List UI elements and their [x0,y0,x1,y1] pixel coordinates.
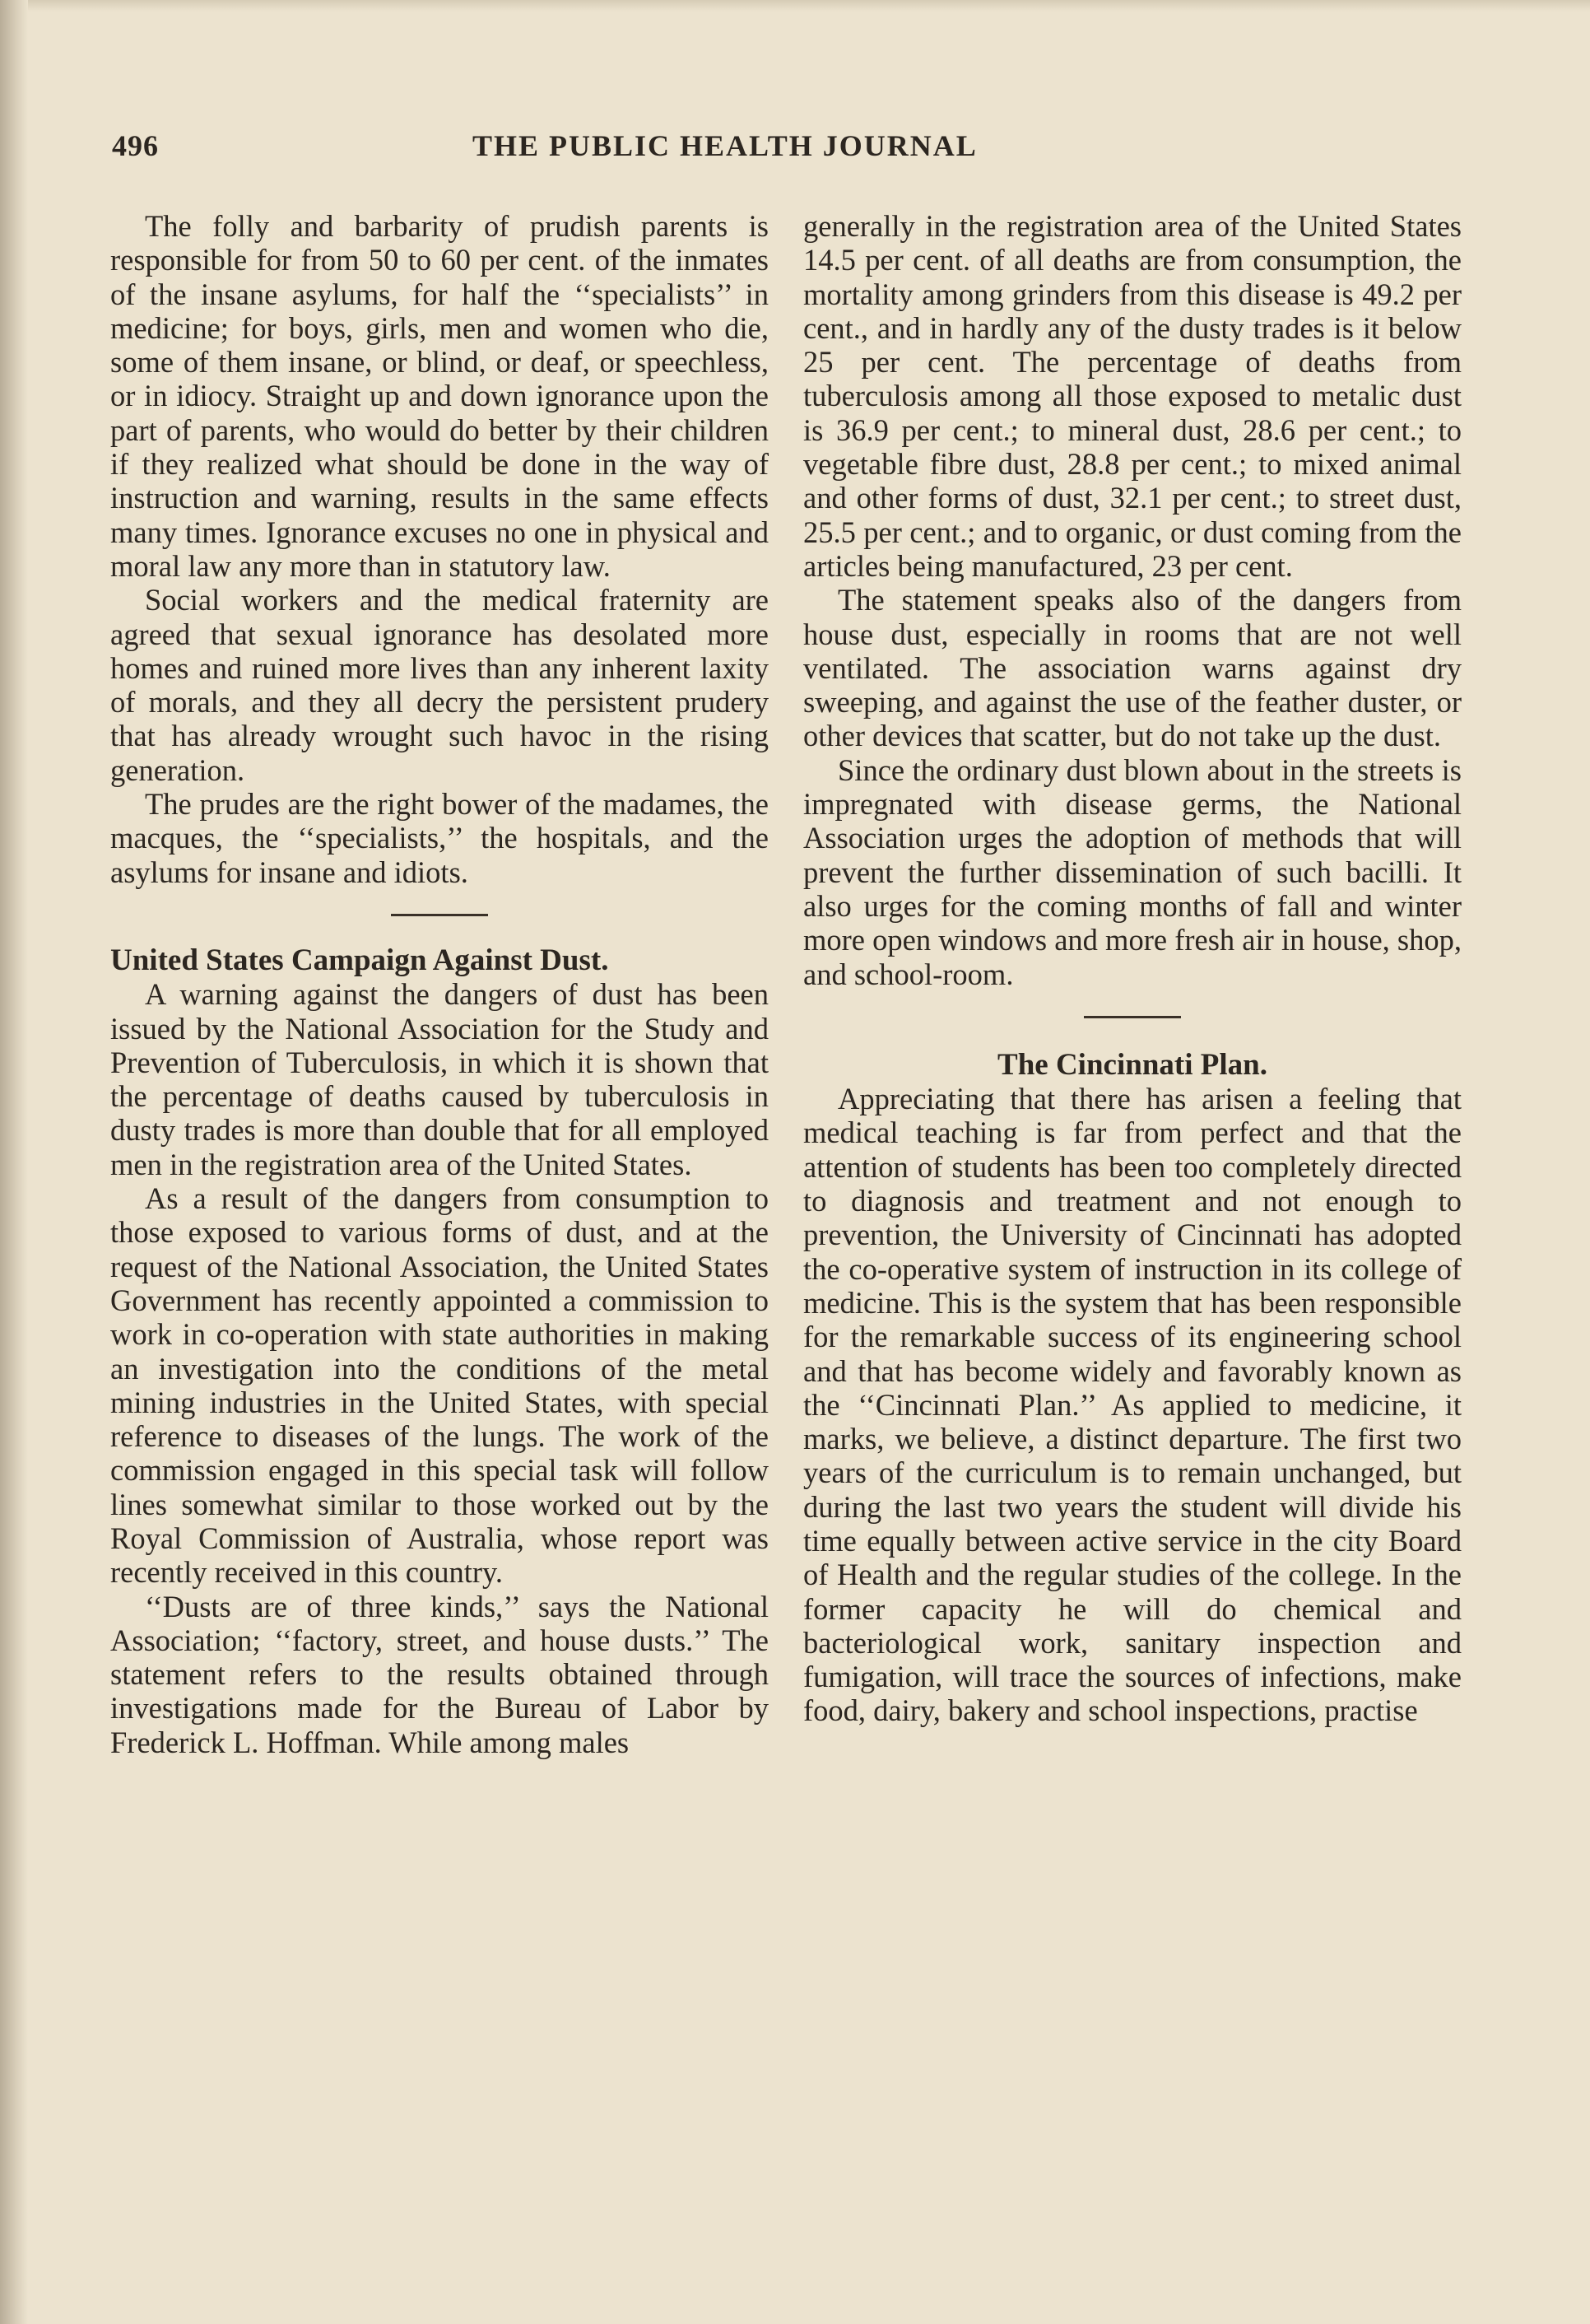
section-heading-dust: United States Campaign Against Dust. [110,943,609,977]
page-binding-edge [0,0,28,2324]
page-top-shadow [0,0,1590,12]
paragraph: The prudes are the right bower of the madames, the macques, the ‘‘specialists,’’ the hospitals, and the asylums for insane and idiots. [110,787,769,889]
left-column [110,209,769,1759]
paragraph: Appreciating that there has arisen a feeling that medical teaching is far from perfect and that the attention of students has been too completely directed to diagnosis and treatment and not enough to prevention, the University of Cincinnati has adopted the co-operative system of instruction in its college of medicine. This is the system that has been responsible for the remarkable success of its engineering school and that has become widely and favorably known as the ‘‘Cincinnati Plan.’’ As applied to medicine, it marks, we believe, a distinct departure. The first two years of the curriculum is to remain unchanged, but during the last two years the student will divide his time equally between active service in the city Board of Health and the regular studies of the college. In the former capacity he will do chemical and bacteriological work, sanitary inspection and fumigation, will trace the sources of infections, make food, dairy, bakery and school inspections, practise [803,1082,1462,1728]
paragraph: The statement speaks also of the dangers from house dust, especially in rooms that are not well ventilated. The association warns against dry sweeping, and against the use of the feather duster, or other devices that scatter, but do not take up the dust. [803,583,1462,753]
paragraph: Since the ordinary dust blown about in the streets is impregnated with disease germs, the National Association urges the adoption of methods that will prevent the further dissemination of such bacilli. It also urges for the coming months of fall and winter more open windows and more fresh air in house, shop, and school-room. [803,752,1462,991]
paragraph: Social workers and the medical fraternity are agreed that sexual ignorance has desolated more homes and ruined more lives than any inherent laxity of morals, and they all decry the persistent prudery that has already wrought such havoc in the rising generation. [110,583,769,787]
paragraph: generally in the registration area of the United States 14.5 per cent. of all deaths are from consumption, the mortality among grinders from this disease is 49.2 per cent., and in hardly any of the dusty trades is it below 25 per cent. The percentage of deaths from tuberculosis among all those exposed to metalic dust is 36.9 per cent.; to mineral dust, 28.6 per cent.; to vegetable fibre dust, 28.8 per cent.; to mixed animal and other forms of dust, 32.1 per cent.; to street dust, 25.5 per cent.; and to organic, or dust coming from the articles being manufactured, 23 per cent. [803,209,1462,583]
paragraph: As a result of the dangers from consumption to those exposed to various forms of dust, and at the request of the National Association, the United States Government has recently appointed a commission to work in co-operation with state authorities in making an investigation into the conditions of the metal mining industries in the United States, with special reference to diseases of the lungs. The work of the commission engaged in this special task will follow lines somewhat similar to those worked out by the Royal Commission of Australia, whose report was recently received in this country. [110,1181,769,1590]
page-header [112,128,1100,170]
right-column [803,209,1462,1728]
journal-title: THE PUBLIC HEALTH JOURNAL [472,129,978,162]
paragraph: A warning against the dangers of dust has been issued by the National Association for the Study and Prevention of Tuberculosis, in which it is shown that the percentage of deaths caused by tuberculosis in dusty trades is more than double that for all employed men in the registration area of the United States. [110,977,769,1181]
section-heading-cincinnati: The Cincinnati Plan. [997,1047,1267,1082]
page-number: 496 [112,129,159,162]
paragraph: The folly and barbarity of prudish parents is responsible for from 50 to 60 per cent. of the inmates of the insane asylums, for half the ‘‘specialists’’ in medicine; for boys, girls, men and women who die, some of them insane, or blind, or deaf, or speechless, or in idiocy. Straight up and down ignorance upon the part of parents, who would do better by their children if they realized what should be done in the way of instruction and warning, results in the same effects many times. Ignorance excuses no one in physical and moral law any more than in statutory law. [110,209,769,583]
paragraph: ‘‘Dusts are of three kinds,’’ says the National Association; ‘‘factory, street, and house dusts.’’ The statement refers to the results obtained through investigations made for the Bureau of Labor by Frederick L. Hoffman. While among males [110,1589,769,1759]
